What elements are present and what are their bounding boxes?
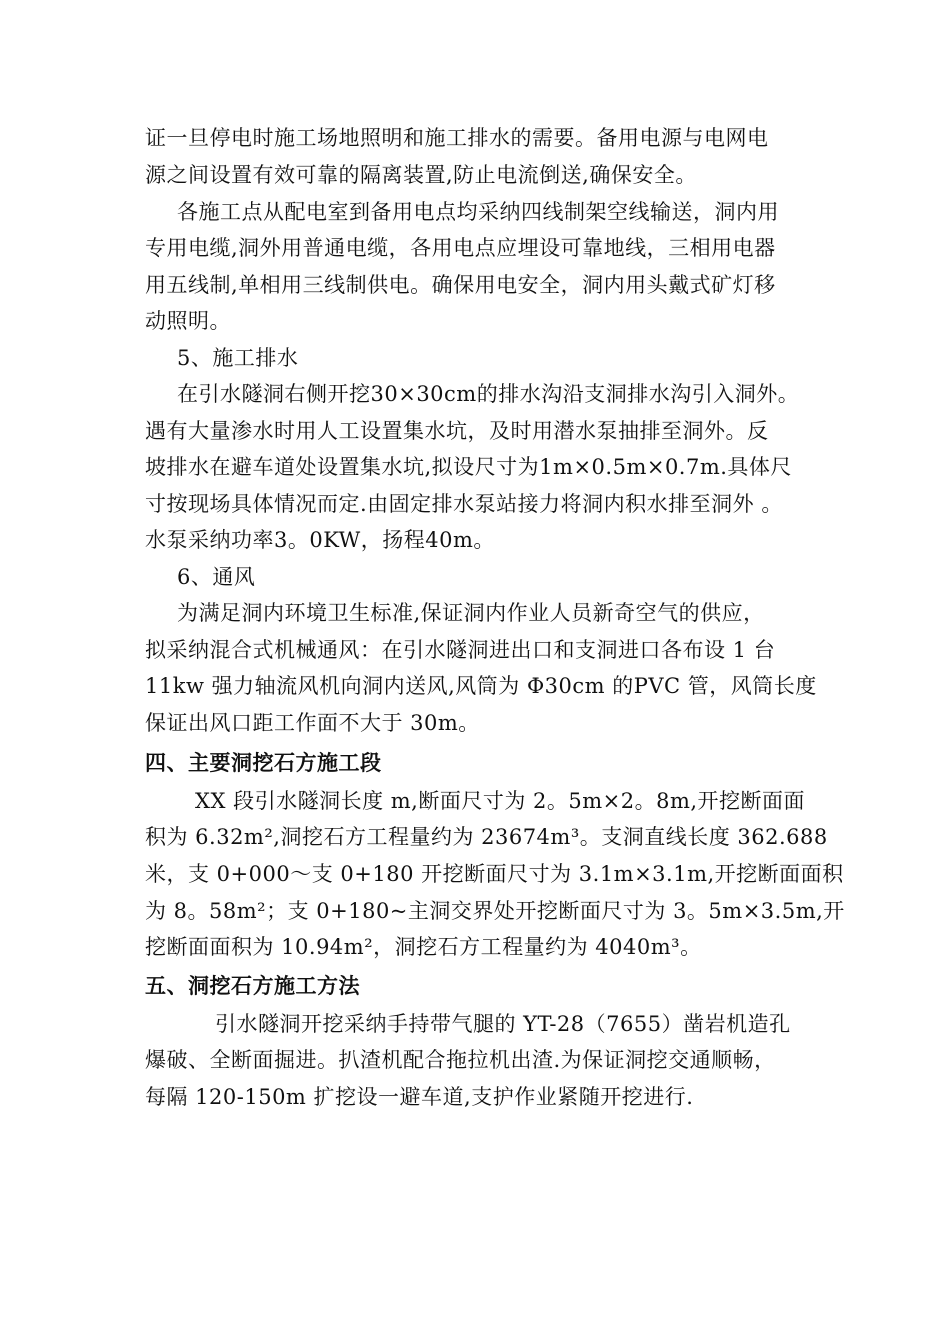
paragraph-start: 各施工点从配电室到备用电点均采纳四线制架空线输送，洞内用: [177, 200, 779, 224]
paragraph-start: 在引水隧洞右侧开挖30×30cm的排水沟沿支洞排水沟引入洞外。: [177, 382, 800, 406]
text-line: 专用电缆,洞外用普通电缆，各用电点应埋设可靠地线，三相用电器: [145, 236, 776, 260]
section-heading: 五、洞挖石方施工方法: [145, 974, 360, 998]
text-line: 动照明。: [145, 309, 231, 333]
text-line: 11kw 强力轴流风机向洞内送风,风筒为 Φ30cm 的PVC 管，风筒长度: [145, 674, 817, 698]
text-line: 爆破、全断面掘进。扒渣机配合拖拉机出渣.为保证洞挖交通顺畅，: [145, 1048, 776, 1072]
text-line: 拟采纳混合式机械通风：在引水隧洞进出口和支洞进口各布设 1 台: [145, 638, 776, 662]
text-line: 证一旦停电时施工场地照明和施工排水的需要。备用电源与电网电: [145, 126, 769, 150]
paragraph-start: 为满足洞内环境卫生标准,保证洞内作业人员新奇空气的供应，: [177, 601, 765, 625]
section-heading: 四、主要洞挖石方施工段: [145, 751, 382, 775]
subsection-title: 5、施工排水: [177, 346, 299, 370]
text-line: 用五线制,单相用三线制供电。确保用电安全，洞内用头戴式矿灯移: [145, 273, 776, 297]
text-line: 积为 6.32m²,洞挖石方工程量约为 23674m³。支洞直线长度 362.688: [145, 825, 828, 849]
text-line: 遇有大量渗水时用人工设置集水坑，及时用潜水泵抽排至洞外。反: [145, 419, 769, 443]
text-line: 为 8。58m²；支 0+180~主洞交界处开挖断面尺寸为 3。5m×3.5m,开: [145, 899, 845, 923]
text-line: 挖断面面积为 10.94m²，洞挖石方工程量约为 4040m³。: [145, 935, 702, 959]
text-line: 源之间设置有效可靠的隔离装置,防止电流倒送,确保安全。: [145, 163, 697, 187]
paragraph-start: 引水隧洞开挖采纳手持带气腿的 YT-28（7655）凿岩机造孔: [215, 1012, 791, 1036]
text-line: 保证出风口距工作面不大于 30m。: [145, 711, 480, 735]
text-line: 每隔 120-150m 扩挖设一避车道,支护作业紧随开挖进行.: [145, 1085, 694, 1109]
text-line: 坡排水在避车道处设置集水坑,拟设尺寸为1m×0.5m×0.7m.具体尺: [145, 455, 792, 479]
paragraph-start: XX 段引水隧洞长度 m,断面尺寸为 2。5m×2。8m,开挖断面面: [195, 789, 806, 813]
subsection-title: 6、通风: [177, 565, 256, 589]
text-line: 米，支 0+000～支 0+180 开挖断面尺寸为 3.1m×3.1m,开挖断面面积: [145, 862, 844, 886]
text-line: 寸按现场具体情况而定.由固定排水泵站接力将洞内积水排至洞外 。: [145, 492, 783, 516]
text-line: 水泵采纳功率3。0KW，扬程40m。: [145, 528, 495, 552]
